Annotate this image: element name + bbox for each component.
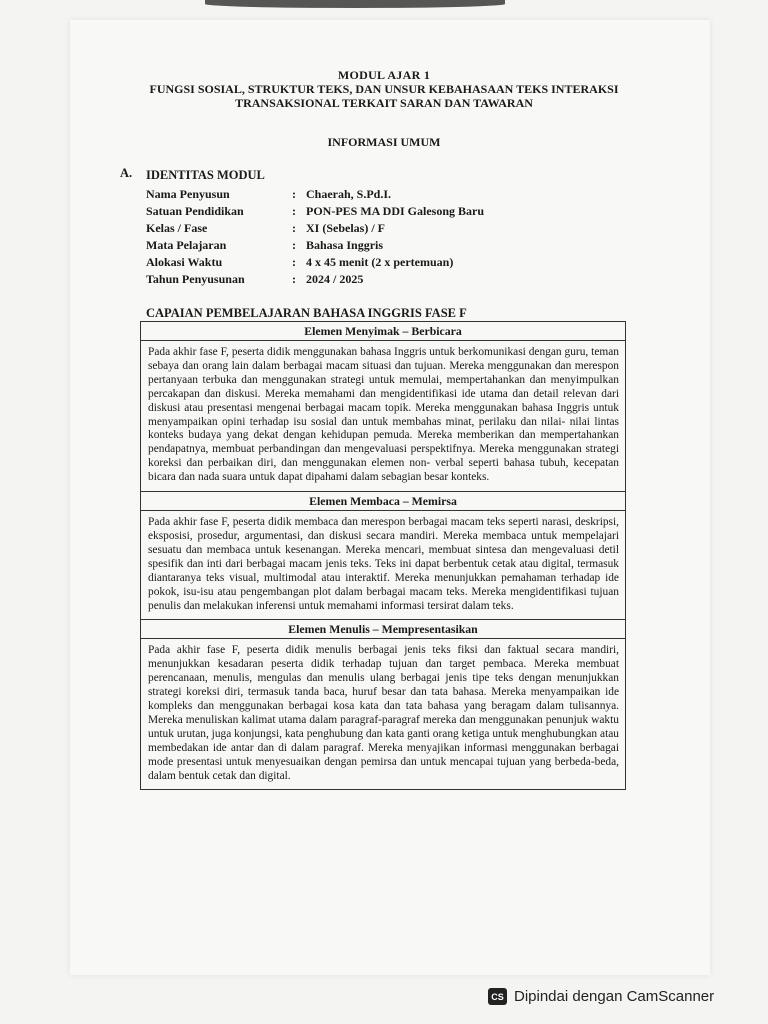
- element-text-membaca: Pada akhir fase F, peserta didik membaca dan merespon berbagai macam teks seperti narasi, deskripsi, eksposisi, prosedur, argumentasi, dan diskusi secara mandiri. Mereka membaca untuk mempelajari sesuatu dan membaca untuk kesenangan. Mereka mencari, membuat sintesa dan mengevaluasi detil spesifik dan inti dari berbagai macam jenis teks. Teks ini dapat berbentuk cetak atau digital, termasuk diantaranya teks visual, multimodal atau interaktif. Mereka menunjukkan pemahaman terhadap ide pokok, isu-isu atau pengembangan plot dalam berbagai macam teks. Mereka mengidentifikasi tujuan penulis dan melakukan inferensi untuk memahami informasi tersirat dalam teks.: [141, 511, 625, 620]
- identity-row: [146, 186, 546, 203]
- capaian-title: CAPAIAN PEMBELAJARAN BAHASA INGGRIS FASE F: [146, 306, 467, 320]
- camscanner-watermark: [488, 988, 714, 1005]
- identity-row: [146, 271, 546, 288]
- identity-title: IDENTITAS MODUL: [146, 168, 265, 182]
- identity-label: Nama Penyusun: [146, 187, 230, 201]
- identity-value: Bahasa Inggris: [306, 238, 384, 252]
- identity-row: [146, 237, 546, 254]
- identity-label: Tahun Penyusunan: [146, 272, 245, 286]
- identity-value: XI (Sebelas) / F: [306, 221, 385, 235]
- scan-edge-shadow: [205, 0, 505, 8]
- colon: :: [292, 255, 296, 269]
- module-title-line-2: TRANSAKSIONAL TERKAIT SARAN DAN TAWARAN: [235, 96, 533, 110]
- identity-value: 4 x 45 menit (2 x pertemuan): [306, 255, 454, 269]
- colon: :: [292, 187, 296, 201]
- element-heading-menyimak: Elemen Menyimak – Berbicara: [141, 322, 625, 341]
- camscanner-logo-icon: CS: [488, 988, 507, 1005]
- colon: :: [292, 204, 296, 218]
- element-text-menyimak: Pada akhir fase F, peserta didik menggunakan bahasa Inggris untuk berkomunikasi dengan guru, teman sebaya dan orang lain dalam berbagai macam situasi dan tujuan. Mereka menggunakan dan merespon pertanyaan terbuka dan menggunakan strategi untuk memulai, mempertahankan dan menyimpulkan percakapan dan diskusi. Mereka memahami dan mengidentifikasi ide utama dan detail relevan dari diskusi atau presentasi mengenai berbagai macam topik. Mereka menggunakan bahasa Inggris untuk menyampaikan opini terhadap isu sosial dan untuk membahas minat, perilaku dan nilai- nilai lintas konteks budaya yang dekat dengan kehidupan pemuda. Mereka memberikan dan mempertahankan pendapatnya, membuat perbandingan dan mengevaluasi perspektifnya. Mereka menggunakan strategi koreksi dan perbaikan diri, dan menggunakan elemen non- verbal seperti bahasa tubuh, kecepatan bicara dan nada suara untuk dapat dipahami dalam sebagian besar konteks.: [141, 341, 625, 492]
- identity-row: [146, 203, 546, 220]
- section-letter: A.: [120, 166, 133, 180]
- identity-label: Kelas / Fase: [146, 221, 208, 235]
- colon: :: [292, 221, 296, 235]
- identity-label: Satuan Pendidikan: [146, 204, 244, 218]
- element-heading-menulis: Elemen Menulis – Mempresentasikan: [141, 620, 625, 639]
- section-heading: INFORMASI UMUM: [327, 135, 441, 149]
- identity-table: [146, 186, 546, 288]
- colon: :: [292, 272, 296, 286]
- module-title-line-1: FUNGSI SOSIAL, STRUKTUR TEKS, DAN UNSUR KEBAHASAAN TEKS INTERAKSI: [149, 82, 619, 96]
- colon: :: [292, 238, 296, 252]
- module-number: MODUL AJAR 1: [337, 68, 431, 82]
- identity-value: Chaerah, S.Pd.I.: [306, 187, 392, 201]
- identity-label: Alokasi Waktu: [146, 255, 223, 269]
- capaian-table: [140, 321, 626, 790]
- element-text-menulis: Pada akhir fase F, peserta didik menulis berbagai jenis teks fiksi dan faktual secara mandiri, menunjukkan kesadaran peserta didik terhadap tujuan dan target pembaca. Mereka membuat perencanaan, menulis, mengulas dan menulis ulang berbagai jenis tipe teks dengan menunjukkan strategi koreksi diri, termasuk tanda baca, huruf besar dan tata bahasa. Mereka menyampaikan ide kompleks dan menggunakan berbagai kosa kata dan tata bahasa yang beragam dalam tulisannya. Mereka menuliskan kalimat utama dalam paragraf-paragraf mereka dan menggunakan penunjuk waktu untuk urutan, juga konjungsi, kata penghubung dan kata ganti orang ketiga untuk menghubungkan atau membedakan ide antar dan di dalam paragraf. Mereka menyajikan informasi menggunakan berbagai mode presentasi untuk menyesuaikan dengan pemirsa dan untuk mencapai tujuan yang berbeda-beda, dalam bentuk cetak dan digital.: [148, 644, 619, 782]
- element-heading-membaca: Elemen Membaca – Memirsa: [141, 492, 625, 511]
- identity-label: Mata Pelajaran: [146, 238, 227, 252]
- camscanner-text: Dipindai dengan CamScanner: [514, 988, 715, 1005]
- identity-row: [146, 220, 546, 237]
- identity-row: [146, 254, 546, 271]
- identity-value: PON-PES MA DDI Galesong Baru: [306, 204, 485, 218]
- identity-value: 2024 / 2025: [306, 272, 364, 286]
